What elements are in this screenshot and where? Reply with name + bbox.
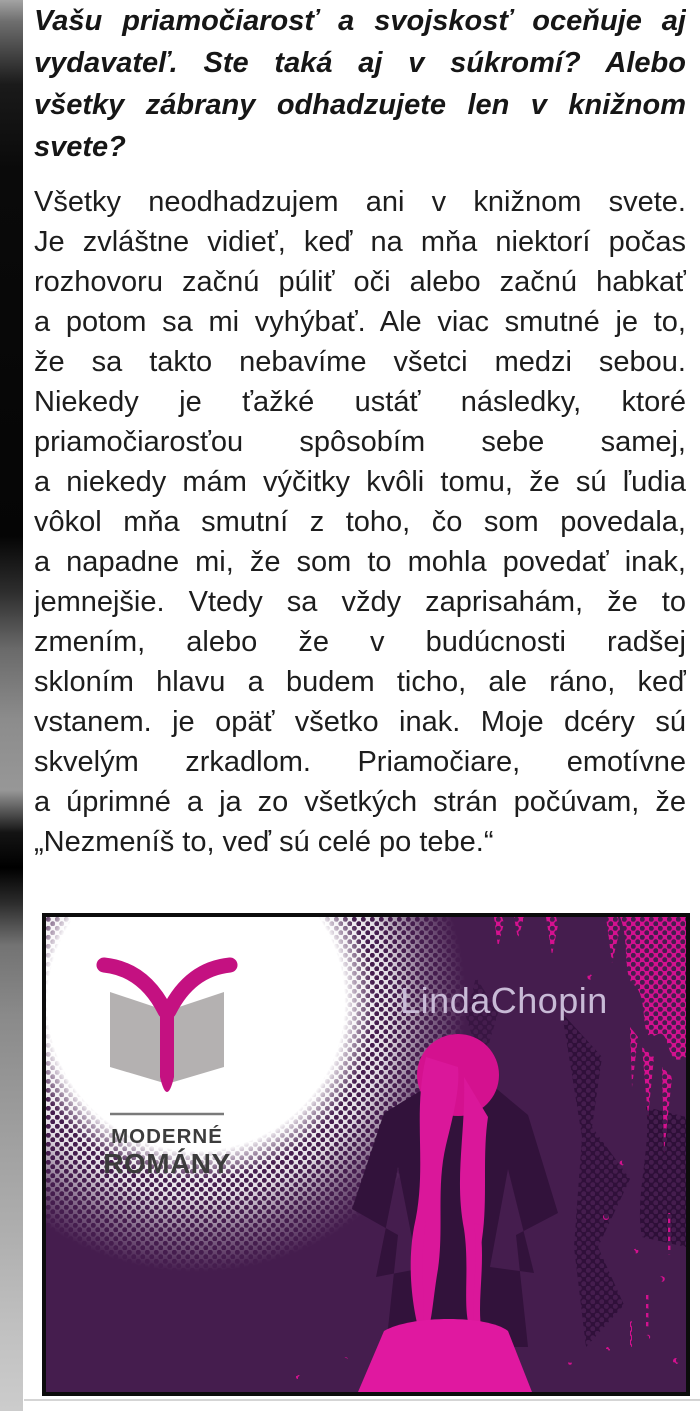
book-spine [160,1001,174,1092]
paragraph-line: skloním hlavu a budem ticho, ale ráno, keď [34,666,686,698]
heading-line: Vašu priamočiarosť a svojskosť oceňuje aj [34,5,686,37]
book-cover-art [46,917,686,1392]
book-cover-banner [42,913,690,1396]
heading-line: vydavateľ. Ste taká aj v súkromí? Alebo [34,47,686,79]
author-name-text: LindaChopin [400,980,608,1021]
heading-line: svete? [34,131,126,163]
paragraph-line: a niekedy mám výčitky kvôli tomu, že sú ľudia [34,466,686,498]
paragraph-line: a úprimné a ja zo všetkých strán počúvam, že [34,786,686,818]
publisher-name-line2: ROMÁNY [103,1148,231,1179]
paragraph-line: Niekedy je ťažké ustáť následky, ktoré [34,386,686,418]
interview-answer-paragraph [34,182,686,862]
paragraph-line: Všetky neodhadzujem ani v knižnom svete. [34,186,686,218]
paragraph-line: rozhovoru začnú púliť oči alebo začnú habkať [34,266,686,298]
interview-question-heading [34,0,686,168]
paragraph-line: priamočiarosťou spôsobím sebe samej, [34,426,686,458]
paragraph-line: vôkol mňa smutní z toho, čo som povedala, [34,506,686,538]
paragraph-line: a napadne mi, že som to mohla povedať inak, [34,546,686,578]
heading-line: všetky zábrany odhadzujete len v knižnom [34,89,686,121]
publisher-name-line1: MODERNÉ [111,1125,223,1148]
paragraph-line: že sa takto nebavíme všetci medzi sebou. [34,346,686,378]
background-photo-edge [0,0,23,1411]
paragraph-line: Je zvláštne vidieť, keď na mňa niektorí počas [34,226,686,258]
bottom-divider-line [24,1399,700,1401]
paragraph-line: skvelým zrkadlom. Priamočiare, emotívne [34,746,686,778]
paragraph-line: „Nezmeníš to, veď sú celé po tebe.“ [34,826,494,858]
paragraph-line: vstanem. je opäť všetko inak. Moje dcéry sú [34,706,686,738]
paragraph-line: jemnejšie. Vtedy sa vždy zaprisahám, že to [34,586,686,618]
paragraph-line: zmením, alebo že v budúcnosti radšej [34,626,686,658]
paragraph-line: a potom sa mi vyhýbať. Ale viac smutné je to, [34,306,686,338]
